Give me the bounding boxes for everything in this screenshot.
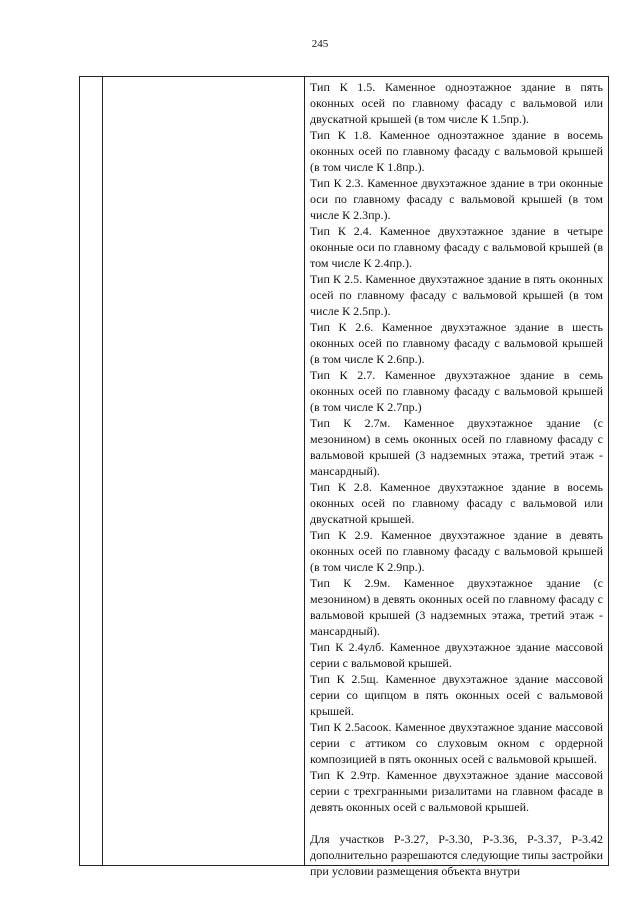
column-divider-1 bbox=[102, 76, 103, 866]
closing-paragraph: Для участков Р-3.27, Р-3.30, Р-3.36, Р-3.37, Р-3.42 дополнительно разрешаются следующие типы застройки при условии размещения объекта внутри bbox=[310, 832, 603, 878]
type-entry: Тип К 2.7м. Каменное двухэтажное здание (с мезонином) в семь оконных осей по главному фасаду с вальмовой крышей (3 надземных этажа, третий этаж - мансардный). bbox=[310, 416, 603, 478]
table-top-border bbox=[79, 76, 609, 77]
type-entry: Тип К 2.8. Каменное двухэтажное здание в восемь оконных осей по главному фасаду с вальмовой или двускатной крышей. bbox=[310, 480, 603, 526]
document-table bbox=[79, 76, 609, 878]
page-number: 245 bbox=[311, 38, 329, 50]
column-divider-2 bbox=[304, 76, 305, 866]
type-entry: Тип К 1.5. Каменное одноэтажное здание в пять оконных осей по главному фасаду с вальмовой или двускатной крышей (в том числе К 1.5пр.). bbox=[310, 80, 603, 126]
building-types-cell bbox=[310, 79, 603, 879]
type-entry: Тип К 2.4улб. Каменное двухэтажное здание массовой серии с вальмовой крышей. bbox=[310, 640, 603, 670]
table-right-border bbox=[608, 76, 609, 866]
type-entry: Тип К 2.4. Каменное двухэтажное здание в четыре оконные оси по главному фасаду с вальмовой крышей (в том числе К 2.4пр.). bbox=[310, 224, 603, 270]
type-entry: Тип К 2.6. Каменное двухэтажное здание в шесть оконных осей по главному фасаду с вальмовой крышей (в том числе К 2.6пр.). bbox=[310, 320, 603, 366]
type-entry: Тип К 2.9тр. Каменное двухэтажное здание массовой серии с трехгранными ризалитами на главном фасаде в девять оконных осей с вальмовой крышей. bbox=[310, 768, 603, 814]
paragraph-gap bbox=[310, 815, 603, 831]
table-left-border bbox=[79, 76, 80, 866]
type-entry: Тип К 2.9м. Каменное двухэтажное здание (с мезонином) в девять оконных осей по главному фасаду с вальмовой крышей (3 надземных этажа, третий этаж - мансардный). bbox=[310, 576, 603, 638]
type-entry: Тип К 2.5. Каменное двухэтажное здание в пять оконных осей по главному фасаду с вальмовой крышей (в том числе К 2.5пр.). bbox=[310, 272, 603, 318]
type-entry: Тип К 2.3. Каменное двухэтажное здание в три оконные оси по главному фасаду с вальмовой крышей (в том числе К 2.3пр.). bbox=[310, 176, 603, 222]
type-entry: Тип К 2.7. Каменное двухэтажное здание в семь оконных осей по главному фасаду с вальмовой крышей (в том числе К 2.7пр.) bbox=[310, 368, 603, 414]
type-entry: Тип К 2.5щ. Каменное двухэтажное здание массовой серии со щипцом в пять оконных осей с вальмовой крышей. bbox=[310, 672, 603, 718]
type-entry: Тип К 1.8. Каменное одноэтажное здание в восемь оконных осей по главному фасаду с вальмовой крышей (в том числе К 1.8пр.). bbox=[310, 128, 603, 174]
type-entry: Тип К 2.9. Каменное двухэтажное здание в девять оконных осей по главному фасаду с вальмовой крышей (в том числе К 2.9пр.). bbox=[310, 528, 603, 574]
type-entry: Тип К 2.5асоок. Каменное двухэтажное здание массовой серии с аттиком со слуховым окном с ордерной композицией в пять оконных осей с вальмовой крышей. bbox=[310, 720, 603, 766]
